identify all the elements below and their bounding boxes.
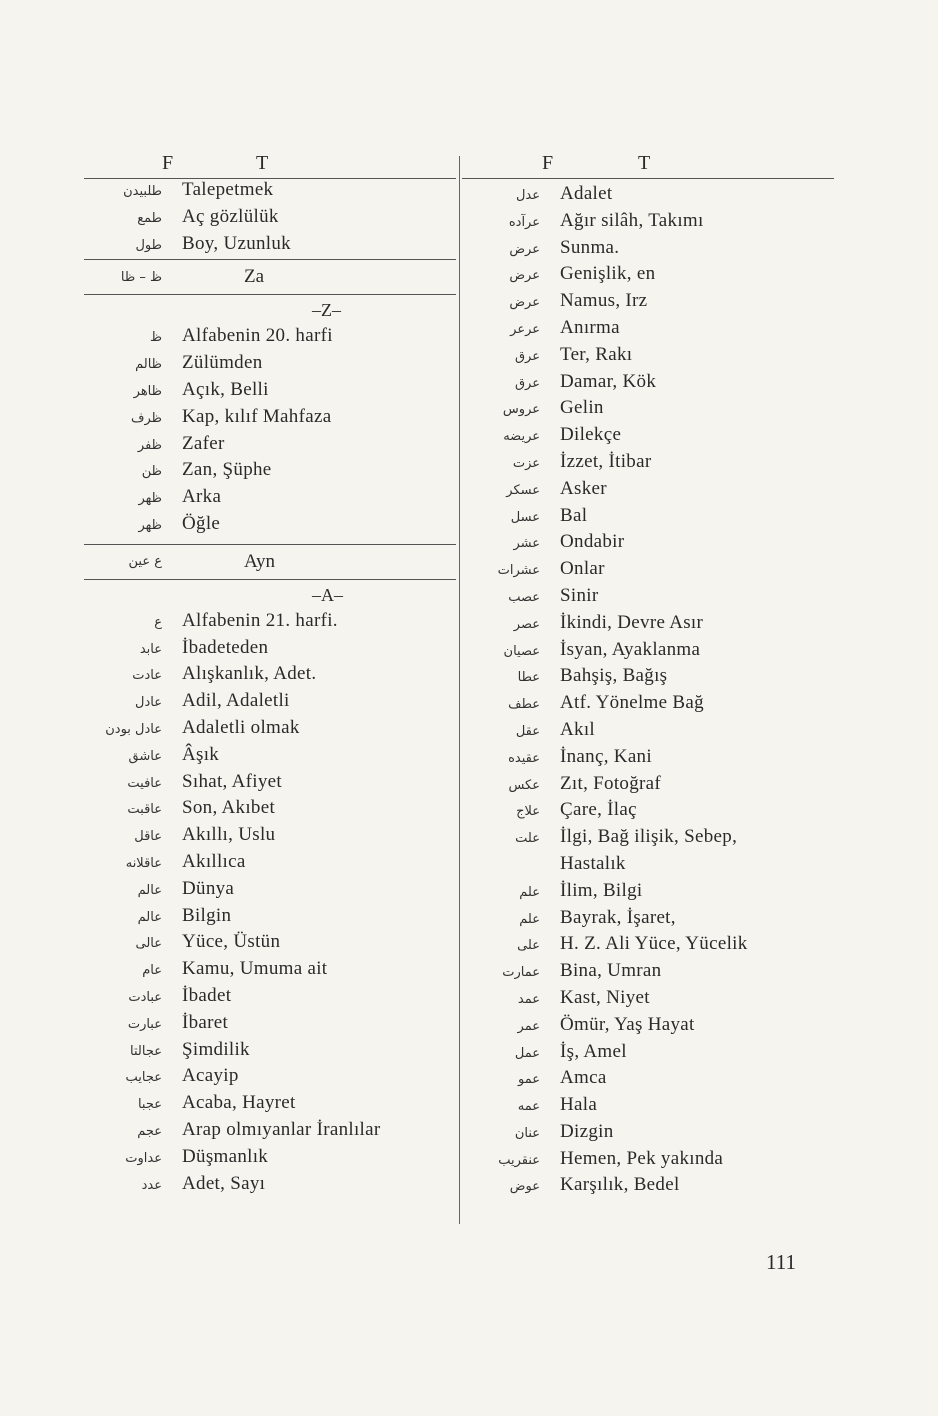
right-column [462,148,834,1201]
dictionary-entry [462,826,834,853]
dictionary-entry [84,1146,456,1173]
arabic-term: عكس [508,777,540,793]
arabic-term: عادل بودن [105,721,162,737]
turkish-meaning-continuation: Hastalık [560,852,626,874]
turkish-meaning: Alfabenin 20. harfi [182,325,333,347]
dictionary-entry [462,1094,834,1121]
turkish-meaning: İsyan, Ayaklanma [560,638,701,660]
turkish-meaning: Ondabir [560,531,625,553]
arabic-term: عقل [515,723,540,739]
dictionary-entry [462,505,834,532]
turkish-meaning: Genişlik, en [560,263,656,285]
dictionary-entry [462,1174,834,1201]
arabic-term: عوض [509,1179,540,1195]
turkish-meaning: Âşık [182,743,220,765]
turkish-meaning: Boy, Uzunluk [182,232,291,254]
header-label-f: F [162,152,174,174]
dictionary-entry [462,371,834,398]
turkish-meaning: İzzet, İtibar [560,450,652,472]
turkish-meaning: Anırma [560,316,620,338]
dictionary-entry [462,585,834,612]
turkish-meaning: Dünya [182,877,235,899]
arabic-term: ع [154,614,162,630]
dictionary-entry [462,960,834,987]
turkish-meaning: Son, Akıbet [182,797,276,819]
arabic-term: عسل [510,509,540,525]
turkish-meaning: Bal [560,504,588,526]
dictionary-entry [84,851,456,878]
turkish-meaning: İlgi, Bağ ilişik, Sebep, [560,826,738,848]
dictionary-entry [84,233,456,260]
arabic-term: عدل [515,188,540,203]
turkish-meaning: Aç gözlülük [182,205,279,227]
section-ayn [84,545,456,579]
turkish-meaning: Adet, Sayı [182,1172,266,1194]
dictionary-entry [462,1041,834,1068]
turkish-meaning: İnanç, Kani [560,745,652,767]
turkish-meaning: Zan, Şüphe [182,459,272,481]
ayn-entries [84,610,456,1200]
column-divider [459,156,460,1224]
arabic-term: ظهر [138,491,162,507]
arabic-term: عنان [514,1125,540,1141]
subheading-z: –Z– [312,300,341,321]
turkish-meaning: Atf. Yönelme Bağ [560,692,704,714]
arabic-term: عام [142,963,162,979]
arabic-term: عمد [517,991,540,1007]
dictionary-entry [84,905,456,932]
dictionary-entry [462,719,834,746]
arabic-term: عالم [137,909,162,925]
dictionary-entry [84,1119,456,1146]
turkish-meaning: İbaret [182,1011,229,1033]
dictionary-entry [84,744,456,771]
arabic-term: عطا [517,670,540,686]
arabic-term: عرض [509,295,540,311]
dictionary-entry [84,797,456,824]
turkish-meaning: Ter, Rakı [560,343,633,365]
arabic-term: عاقبت [127,802,162,818]
arabic-term: عابد [139,641,162,657]
arabic-term: عمارت [502,965,540,981]
za-entries [84,325,456,539]
turkish-meaning: İlim, Bilgi [560,879,643,901]
arabic-term: عقيده [508,750,540,766]
arabic-term: ظ [149,330,162,346]
section-ayn-arabic: ع عين [128,554,162,570]
page-number: 111 [766,1250,796,1274]
dictionary-entry [462,639,834,666]
turkish-meaning: Bayrak, İşaret, [560,906,676,928]
arabic-term: عشر [513,536,540,552]
turkish-meaning: Arka [182,486,222,508]
turkish-meaning: Alışkanlık, Adet. [182,663,317,685]
turkish-meaning: Akıllıca [182,850,246,872]
arabic-term: عاقلانه [125,855,162,871]
arabic-term: ظاهر [133,383,162,399]
turkish-meaning: Öğle [182,512,221,534]
turkish-meaning: Ömür, Yaş Hayat [560,1013,695,1035]
turkish-meaning: İbadeteden [182,636,269,658]
dictionary-entry [84,459,456,486]
turkish-meaning: Amca [560,1067,607,1089]
arabic-term: ظهر [138,517,162,533]
dictionary-entry [462,263,834,290]
dictionary-entry [84,206,456,233]
turkish-meaning: Arap olmıyanlar İranlılar [182,1118,381,1140]
dictionary-entry [84,406,456,433]
dictionary-entry [84,663,456,690]
dictionary-entry [462,880,834,907]
dictionary-entry [462,237,834,264]
turkish-meaning: Açık, Belli [182,378,269,400]
turkish-meaning: Acayip [182,1065,239,1087]
dictionary-entry [84,771,456,798]
arabic-term: عصر [513,616,540,632]
turkish-meaning: Şimdilik [182,1038,250,1060]
turkish-meaning: Gelin [560,397,604,419]
arabic-term: عجم [137,1123,162,1139]
dictionary-entry [462,1121,834,1148]
turkish-meaning: Sıhat, Afiyet [182,770,282,792]
dictionary-entry [462,987,834,1014]
dictionary-entry [84,352,456,379]
section-za [84,260,456,294]
arabic-term: عروس [502,402,540,418]
turkish-meaning: Çare, İlaç [560,799,637,821]
arabic-term: عرآده [508,214,540,230]
arabic-term: على [517,938,540,954]
dictionary-entry [462,558,834,585]
dictionary-entry [84,433,456,460]
arabic-term: عصب [508,589,540,605]
arabic-term: علت [515,831,540,847]
turkish-meaning: Dizgin [560,1120,614,1142]
dictionary-entry [462,424,834,451]
subheading-a: –A– [312,584,343,605]
arabic-term: عريضه [503,429,540,445]
dictionary-entry [84,179,456,206]
dictionary-entry [84,1065,456,1092]
arabic-term: عرق [514,375,540,391]
turkish-meaning: Hemen, Pek yakında [560,1147,724,1169]
dictionary-entry [462,907,834,934]
arabic-term: عاشق [128,748,162,764]
turkish-meaning: Asker [560,477,607,499]
arabic-term: عرض [509,241,540,257]
dictionary-entry [462,290,834,317]
arabic-term: عطف [508,697,540,713]
dictionary-entry [462,692,834,719]
turkish-meaning: Karşılık, Bedel [560,1174,680,1196]
arabic-term: ظرف [131,410,162,426]
arabic-term: عمو [518,1072,540,1088]
arabic-term: عرعر [510,321,540,337]
turkish-meaning: Bina, Umran [560,960,662,982]
dictionary-entry [462,773,834,800]
arabic-term: طلبيدن [123,184,162,199]
arabic-term: عادل [135,695,162,711]
arabic-term: عبادت [128,989,162,1005]
turkish-meaning: Adalet [560,183,613,204]
arabic-term: عرق [514,348,540,364]
arabic-term: عاقل [134,829,162,845]
arabic-term: علم [519,884,540,900]
arabic-term: عجالتا [130,1043,162,1059]
turkish-meaning: İbadet [182,984,232,1006]
arabic-term: عالم [137,882,162,898]
turkish-meaning: Zafer [182,432,225,454]
arabic-term: عصيان [503,643,540,659]
dictionary-entry [462,665,834,692]
arabic-term: عبارت [127,1016,162,1032]
dictionary-entry [462,317,834,344]
dictionary-entry [462,1014,834,1041]
turkish-meaning: Ağır silâh, Takımı [560,209,704,231]
dictionary-entry [84,486,456,513]
turkish-meaning: Hala [560,1094,598,1116]
turkish-meaning: Bahşiş, Bağış [560,665,668,687]
arabic-term: عمه [517,1099,540,1115]
turkish-meaning: H. Z. Ali Yüce, Yücelik [560,933,748,955]
turkish-meaning: İkindi, Devre Asır [560,611,704,633]
arabic-term: عشرات [497,563,540,579]
dictionary-entry [84,513,456,540]
dictionary-entry [462,478,834,505]
turkish-meaning: Akıl [560,718,595,740]
turkish-meaning: Düşmanlık [182,1145,269,1167]
arabic-term: عسكر [506,482,540,498]
dictionary-entry [462,344,834,371]
dictionary-entry [84,690,456,717]
dictionary-entry [84,637,456,664]
dictionary-entry [462,183,834,210]
dictionary-entry [84,824,456,851]
dictionary-entry [84,610,456,637]
arabic-term: عجبا [137,1097,162,1113]
dictionary-entry [462,799,834,826]
dictionary-entry [462,451,834,478]
turkish-meaning: Kamu, Umuma ait [182,958,328,980]
left-column [84,148,456,1199]
dictionary-entry [84,1039,456,1066]
dictionary-entry [462,1148,834,1175]
arabic-term: ظن [141,464,162,480]
dictionary-entry [84,958,456,985]
dictionary-entry [84,931,456,958]
header-label-t: T [638,152,651,174]
turkish-meaning: Adil, Adaletli [182,690,290,712]
turkish-meaning: Akıllı, Uslu [182,824,276,846]
turkish-meaning: Kast, Niyet [560,986,650,1008]
arabic-term: عنقريب [498,1152,540,1168]
turkish-meaning: Zülümden [182,352,263,374]
turkish-meaning: Kap, kılıf Mahfaza [182,405,332,427]
header-label-f: F [542,152,554,174]
turkish-meaning: Namus, Irz [560,290,648,312]
turkish-meaning: Talepetmek [182,179,274,200]
arabic-term: عجايب [125,1070,162,1086]
dictionary-entry [84,325,456,352]
turkish-meaning: Acaba, Hayret [182,1092,296,1114]
turkish-meaning: Bilgin [182,904,232,926]
turkish-meaning: Zıt, Fotoğraf [560,772,661,794]
arabic-term: عدد [141,1177,162,1193]
dictionary-entry [462,746,834,773]
arabic-term: عالى [135,936,162,952]
right-entries [462,179,834,1201]
dictionary-entry [84,1092,456,1119]
section-za-arabic: ظ – ظا [120,269,162,285]
arabic-term: عادت [132,668,162,684]
turkish-meaning: Yüce, Üstün [182,931,281,953]
dictionary-entry [84,985,456,1012]
turkish-meaning: Alfabenin 21. harfi. [182,609,338,631]
turkish-meaning: Sunma. [560,236,620,258]
arabic-term: طول [135,237,162,253]
arabic-term: طمع [137,210,162,226]
arabic-term: عزت [512,455,540,471]
dictionary-entry [84,878,456,905]
dictionary-entry [462,933,834,960]
dictionary-entry [84,379,456,406]
arabic-term: علاج [516,804,540,820]
arabic-term: عافيت [127,775,162,791]
dictionary-entry [462,1067,834,1094]
arabic-term: عرض [509,268,540,284]
turkish-meaning: Damar, Kök [560,370,657,392]
arabic-term: عمر [517,1018,540,1034]
turkish-meaning: Adaletli olmak [182,716,300,738]
arabic-term: عمل [514,1045,540,1061]
turkish-meaning: Sinir [560,584,599,606]
arabic-term: علم [519,911,540,927]
dictionary-entry [84,717,456,744]
dictionary-entry [462,210,834,237]
dictionary-entry [84,1012,456,1039]
left-top-entries [84,179,456,259]
turkish-meaning: Onlar [560,558,605,580]
header-label-t: T [256,152,269,174]
dictionary-entry [84,1173,456,1200]
turkish-meaning: İş, Amel [560,1040,627,1062]
arabic-term: ظفر [137,437,162,453]
dictionary-entry [462,397,834,424]
section-za-title: Za [244,266,265,288]
left-column-header [84,148,456,178]
arabic-term: ظالم [135,357,162,373]
arabic-term: عداوت [125,1150,162,1166]
turkish-meaning: Dilekçe [560,424,622,446]
section-ayn-title: Ayn [244,550,275,572]
dictionary-entry [462,531,834,558]
dictionary-entry [462,612,834,639]
right-column-header [462,148,834,178]
